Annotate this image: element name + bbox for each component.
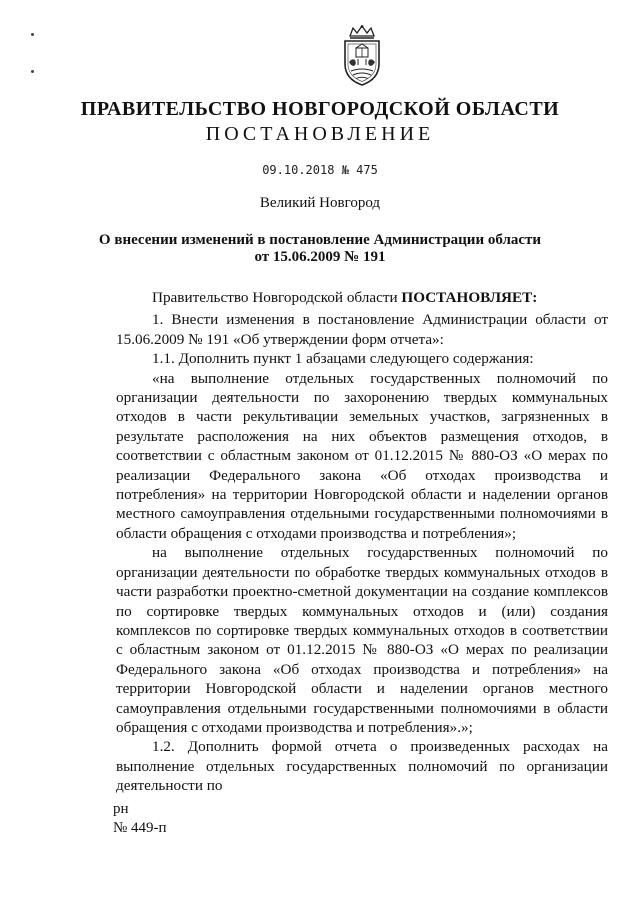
margin-mark-bottom [31,70,34,73]
document-subject [0,232,640,266]
paragraph-1: 1. Внести изменения в постановление Администрации области от 15.06.2009 № 191 «Об утверждении форм отчета»: [116,311,608,348]
date-and-number: 09.10.2018 № 475 [262,163,378,177]
paragraph-1-2: 1.2. Дополнить формой отчета о произведенных расходах на выполнение отдельных государственных полномочий по организации деятельности по [116,738,608,795]
footer-registration [113,800,167,838]
document-type: ПОСТАНОВЛЕНИЕ [205,123,435,145]
city-name: Великий Новгород [259,195,381,211]
government-title: ПРАВИТЕЛЬСТВО НОВГОРОДСКОЙ ОБЛАСТИ [80,98,560,120]
margin-mark-top [31,33,34,36]
decree-prefix: Правительство Новгородской области [152,289,402,306]
paragraph-quote-1: «на выполнение отдельных государственных полномочий по организации деятельности по захоронению твердых коммунальных отходов в части рекультивации земельных участков, загрязненных в результате расположения на них объектов размещения отходов, в соответствии с областным законом от 01.12.2015 № 880-ОЗ «О мерах по реализации Федерального закона «Об отходах производства и потребления» на территории Новгородской области и наделении органов местного самоуправления отдельными государственными полномочиями в области обращения с отходами производства и потребления»; [116,369,608,542]
footer-number: № 449-п [113,820,167,836]
paragraph-1-1: 1.1. Дополнить пункт 1 абзацами следующего содержания: [152,350,534,368]
subject-line-2: от 15.06.2009 № 191 [254,249,386,265]
coat-of-arms-icon [339,24,385,88]
footer-initials: рн [113,801,129,817]
document-body [116,288,608,796]
subject-line-1: О внесении изменений в постановление Администрации области [98,232,542,248]
decree-line [116,288,608,307]
decree-word: ПОСТАНОВЛЯЕТ: [401,289,538,306]
paragraph-quote-2: на выполнение отдельных государственных полномочий по организации деятельности по обработке твердых коммунальных отходов в части разработки проектно-сметной документации на создание комплексов по сортировке твердых коммунальных отходов и (или) создания комплексов по сортировке твердых коммунальных отходов в соответствии с областным законом от 01.12.2015 № 880-ОЗ «О мерах по реализации Федерального закона «Об отходах производства и потребления» на территории Новгородской области и наделении органов местного самоуправления отдельными государственными полномочиями в области обращения с отходами производства и потребления».»; [116,544,608,736]
